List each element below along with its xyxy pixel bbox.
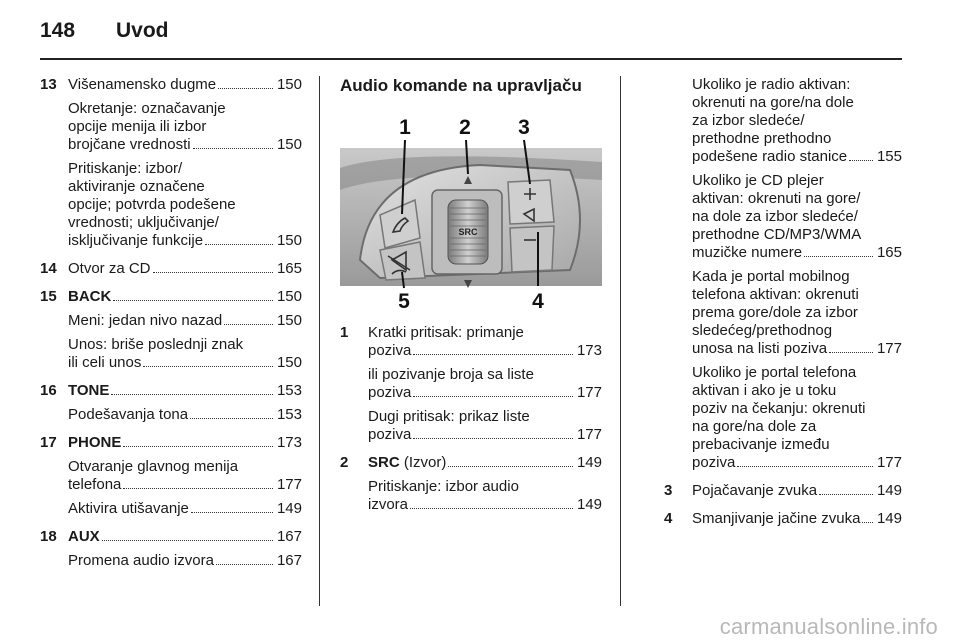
entry-body [68,160,302,250]
entry-body [68,336,302,372]
entry-label [692,148,847,166]
volume-plus-button [508,180,554,224]
entry-text [68,458,302,476]
page-reference: 177 [876,454,902,471]
index-entry [40,528,302,546]
entry-label-text: isključivanje funkcije [68,232,204,249]
entry-leader-line [68,406,302,424]
page-reference: 165 [876,244,902,261]
entry-leader-line [68,288,302,306]
entry-number: 18 [40,528,57,545]
entry-label [68,260,151,278]
index-entry [40,288,302,306]
entry-number: 13 [40,76,57,93]
entry-label-text: muzičke numere [692,244,803,261]
entry-body [68,434,302,452]
column-divider-left [319,76,320,606]
entry-keyword: PHONE [68,434,122,451]
entry-label [68,434,121,452]
entry-leader-line [68,136,302,154]
dot-leader [819,494,873,495]
index-entry [40,382,302,400]
entry-label [368,454,446,472]
entry-label-text: Pojačavanje zvuka [692,482,818,499]
entry-leader-line [368,454,602,472]
entry-body [68,312,302,330]
entry-leader-line [68,260,302,278]
index-entry [664,482,902,500]
entry-body [692,482,902,500]
page-reference: 149 [876,510,902,527]
index-entry [340,408,602,444]
entry-label-text: unosa na listi poziva [692,340,828,357]
entry-body [68,500,302,518]
dot-leader [804,256,873,257]
dot-leader [413,396,573,397]
index-entry [40,312,302,330]
entry-text [692,364,902,454]
entry-leader-line [692,340,902,358]
entry-label [692,510,860,528]
entry-label [692,244,802,262]
dot-leader [193,148,273,149]
entry-label [68,136,191,154]
entry-number: 16 [40,382,57,399]
entry-body [368,366,602,402]
entry-body [68,552,302,570]
dot-leader [123,446,273,447]
volume-minus-button [510,226,554,272]
index-entry [40,552,302,570]
left-column [40,76,302,570]
entry-body [68,406,302,424]
entry-line: aktivan i ako je u toku [692,382,837,399]
entry-leader-line [68,76,302,94]
dot-leader [413,438,573,439]
entry-keyword: SRC [368,454,400,471]
column-divider-right [620,76,621,606]
page-reference: 150 [276,354,302,371]
page-reference: 165 [276,260,302,277]
entry-label-text: Meni: jedan nivo nazad [68,312,223,329]
page-reference: 167 [276,528,302,545]
dot-leader [224,324,273,325]
entry-line: prethodne prethodno [692,130,832,147]
entry-leader-line [368,342,602,360]
index-entry [664,364,902,472]
entry-leader-line [68,476,302,494]
entry-label-text: poziva [368,426,412,443]
entry-body [68,288,302,306]
entry-line: opcije menija ili izbor [68,118,207,135]
entry-leader-line [68,382,302,400]
page-title: Uvod [116,19,169,42]
entry-leader-line [68,232,302,250]
index-entry [40,458,302,494]
entry-label-text: izvora [368,496,409,513]
section-heading: Audio komande na upravljaču [340,76,582,95]
callout-5: 5 [398,290,410,312]
entry-body [692,76,902,166]
entry-line: aktivan: okrenuti na gore/ [692,190,861,207]
entry-line: vrednosti; uključivanje/ [68,214,219,231]
dot-leader [123,488,273,489]
entry-leader-line [692,148,902,166]
entry-label [368,496,408,514]
entry-label [68,406,188,424]
dot-leader [190,418,273,419]
steering-wheel-controls-figure [340,110,602,312]
entry-label [68,288,111,306]
dot-leader [143,366,273,367]
index-entry [340,454,602,472]
index-entry [40,406,302,424]
entry-label [368,384,411,402]
page-reference: 150 [276,76,302,93]
dot-leader [849,160,873,161]
entry-line: na dole za izbor sledeće/ [692,208,858,225]
entry-line: Otvaranje glavnog menija [68,458,239,475]
entry-label [68,312,222,330]
entry-text [68,160,302,232]
entry-leader-line [692,482,902,500]
entry-label-text: brojčane vrednosti [68,136,191,153]
index-entry [40,500,302,518]
entry-number: 15 [40,288,57,305]
entry-line: Dugi pritisak: prikaz liste [368,408,530,425]
callout-2: 2 [459,116,471,139]
entry-body [68,76,302,94]
entry-label [68,528,100,546]
dot-leader [410,508,573,509]
page-reference: 150 [276,136,302,153]
entry-line: okrenuti na gore/na dole [692,94,854,111]
dot-leader [113,300,273,301]
page-reference: 167 [276,552,302,569]
index-entry [40,434,302,452]
dot-leader [205,244,273,245]
page-number: 148 [40,19,76,42]
page-reference: 155 [876,148,902,165]
entry-text [68,100,302,136]
entry-label [692,340,827,358]
entry-line: aktiviranje označene [68,178,205,195]
dot-leader [862,522,873,523]
entry-leader-line [68,312,302,330]
entry-text [368,478,602,496]
index-entry [664,76,902,166]
entry-text [692,172,902,244]
entry-body [692,268,902,358]
entry-body [68,260,302,278]
steering-wheel-illustration [340,110,602,312]
entry-line: ili pozivanje broja sa liste [368,366,534,383]
middle-column [340,76,602,514]
page-reference: 173 [276,434,302,451]
src-label: SRC [458,227,478,237]
entry-label [68,552,214,570]
index-entry [40,260,302,278]
entry-number: 17 [40,434,57,451]
entry-label [68,476,121,494]
entry-label-text: Višenamensko dugme [68,76,217,93]
entry-body [68,458,302,494]
entry-line: Ukoliko je radio aktivan: [692,76,851,93]
index-entry [340,478,602,514]
entry-line: poziv na čekanju: okrenuti [692,400,866,417]
entry-label [692,482,817,500]
dot-leader [216,564,273,565]
page-reference: 149 [576,496,602,513]
dot-leader [737,466,873,467]
entry-label-text: Smanjivanje jačine zvuka [692,510,861,527]
entry-leader-line [68,354,302,372]
index-entry [40,100,302,154]
entry-label [692,454,735,472]
entry-line: Pritiskanje: izbor audio [368,478,519,495]
entry-number: 1 [340,324,349,341]
entry-body [368,478,602,514]
dot-leader [153,272,273,273]
header-rule [40,58,902,60]
entry-leader-line [68,552,302,570]
entry-number: 2 [340,454,349,471]
page-reference: 177 [276,476,302,493]
entry-label-text: Podešavanja tona [68,406,189,423]
entry-label [68,500,189,518]
dot-leader [102,540,273,541]
page-reference: 177 [576,426,602,443]
page-reference: 149 [576,454,602,471]
entry-leader-line [692,454,902,472]
entry-line: Ukoliko je CD plejer [692,172,824,189]
dot-leader [413,354,573,355]
entry-label-suffix: (Izvor) [399,454,447,471]
controls-list [340,324,602,514]
entry-text [368,324,602,342]
dot-leader [829,352,873,353]
index-entry [340,324,602,360]
entry-body [68,100,302,154]
index-entry [664,268,902,358]
entry-leader-line [68,500,302,518]
entry-body [692,510,902,528]
entry-label [68,382,109,400]
entry-body [692,172,902,262]
entry-line: Kratki pritisak: primanje [368,324,524,341]
entry-label [68,76,216,94]
page-reference: 150 [276,232,302,249]
index-entry [40,160,302,250]
entry-label-text: poziva [368,342,412,359]
entry-keyword: BACK [68,288,112,305]
entry-leader-line [692,510,902,528]
dot-leader [448,466,573,467]
entry-leader-line [68,434,302,452]
entry-line: prebacivanje između [692,436,830,453]
entry-body [68,382,302,400]
entry-label [68,354,141,372]
entry-label [68,232,203,250]
entry-leader-line [368,384,602,402]
entry-line: za izbor sledeće/ [692,112,805,129]
entry-line: Kada je portal mobilnog [692,268,850,285]
entry-line: prema gore/dole za izbor [692,304,858,321]
page-header [40,18,902,62]
entry-label-text: telefona [68,476,122,493]
entry-label-text: Otvor za CD [68,260,151,277]
page-reference: 173 [576,342,602,359]
page-reference: 150 [276,288,302,305]
entry-label-text: Aktivira utišavanje [68,500,189,517]
entry-label-text: poziva [692,454,736,471]
entry-line: na gore/na dole za [692,418,817,435]
index-entry [40,336,302,372]
entry-body [692,364,902,472]
entry-leader-line [692,244,902,262]
callout-1: 1 [399,116,411,139]
entry-line: Unos: briše poslednji znak [68,336,244,353]
index-entry [664,172,902,262]
entry-text [368,366,602,384]
entry-line: Pritiskanje: izbor/ [68,160,183,177]
entry-label [368,426,411,444]
right-column [664,76,902,528]
entry-label-text: poziva [368,384,412,401]
page-reference: 149 [276,500,302,517]
watermark-logo: carmanualsonline.info [719,614,938,639]
callout-3: 3 [518,116,530,139]
page-reference: 150 [276,312,302,329]
entry-line: Okretanje: označavanje [68,100,226,117]
entry-body [368,408,602,444]
entry-body [68,528,302,546]
entry-label-text: podešene radio stanice [692,148,848,165]
entry-line: telefona aktivan: okrenuti [692,286,859,303]
entry-line: opcije; potvrda podešene [68,196,236,213]
entry-number: 14 [40,260,57,277]
page-reference: 177 [876,340,902,357]
entry-text [692,268,902,340]
entry-label-text: ili celi unos [68,354,142,371]
entry-number: 3 [664,482,673,499]
index-entry [40,76,302,94]
page-reference: 177 [576,384,602,401]
entry-label-text: Promena audio izvora [68,552,214,569]
entry-body [368,324,602,360]
callout-4: 4 [532,290,544,312]
entry-leader-line [68,528,302,546]
entry-text [68,336,302,354]
dot-leader [191,512,273,513]
page-reference: 149 [876,482,902,499]
entry-label [368,342,411,360]
page-reference: 153 [276,382,302,399]
entry-text [692,76,902,148]
index-entry [664,510,902,528]
entry-leader-line [368,496,602,514]
entry-keyword: AUX [68,528,100,545]
entry-number: 4 [664,510,673,527]
page-reference: 153 [276,406,302,423]
index-entry [340,366,602,402]
entry-text [368,408,602,426]
entry-body [368,454,602,472]
entry-leader-line [368,426,602,444]
entry-line: sledećeg/prethodnog [692,322,833,339]
entry-line: Ukoliko je portal telefona [692,364,857,381]
entry-line: prethodne CD/MP3/WMA [692,226,862,243]
dot-leader [218,88,273,89]
dot-leader [111,394,273,395]
entry-keyword: TONE [68,382,110,399]
